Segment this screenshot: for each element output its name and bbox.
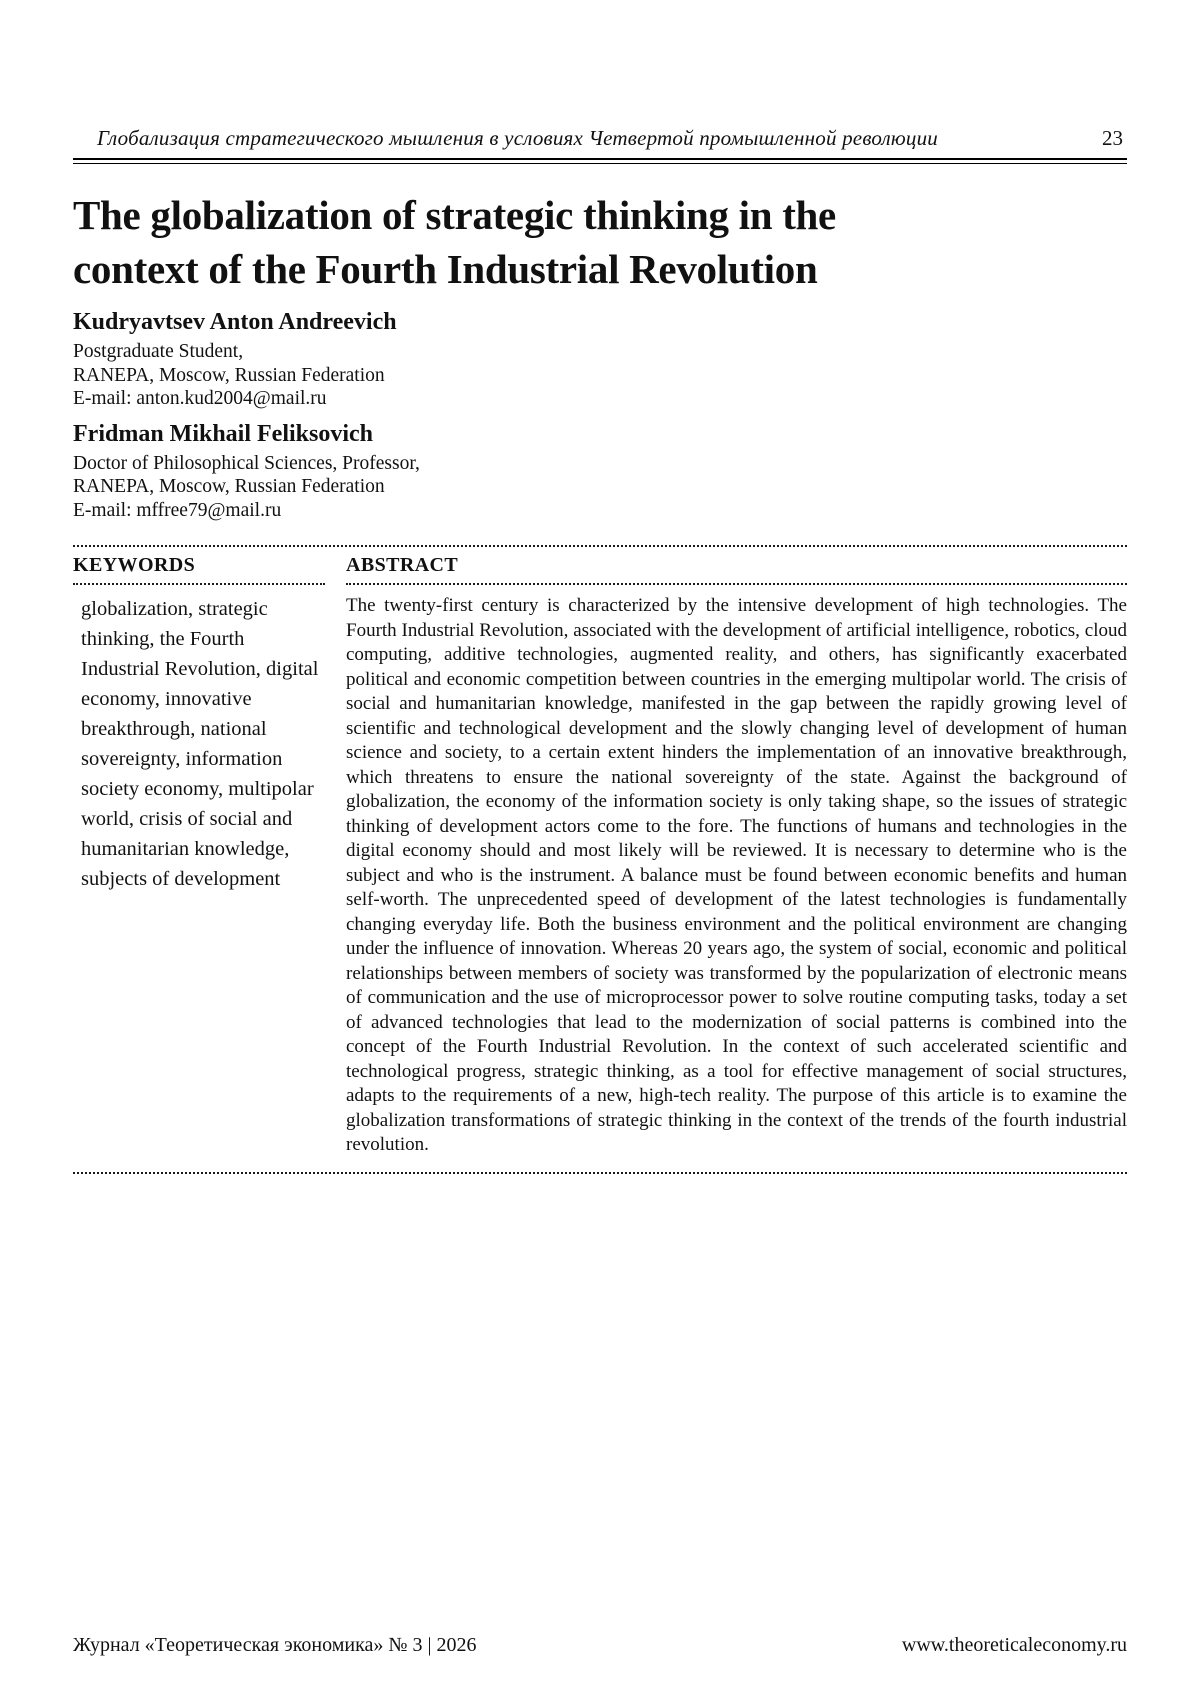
header-rule xyxy=(73,158,1127,164)
keywords-column xyxy=(73,554,325,1158)
author-role: Postgraduate Student, xyxy=(73,341,244,362)
article-title-line-2: context of the Fourth Industrial Revolution xyxy=(73,246,818,292)
bottom-dotted-rule xyxy=(73,1172,1127,1174)
author-role: Doctor of Philosophical Sciences, Professor, xyxy=(73,452,420,474)
keywords-heading: KEYWORDS xyxy=(73,554,196,576)
author-block xyxy=(73,308,1127,411)
article-title-line-1: The globalization of strategic thinking in the xyxy=(73,192,836,238)
journal-website: www.theoreticaleconomy.ru xyxy=(901,1634,1127,1656)
author-email: E-mail: anton.kud2004@mail.ru xyxy=(73,388,327,409)
top-dotted-rule xyxy=(73,545,1127,547)
abstract-text: The twenty-first century is characterized by the intensive development of high technologies. The Fourth Industrial Revolution, associated with the development of artificial intelligence, robotics, cloud computing, additive technologies, augmented reality, and others, has significantly exacerbated political and economic competition between countries in the emerging multipolar world. The crisis of social and humanitarian knowledge, manifested in the gap between the rapidly growing level of scientific and technological development and the slowly changing level of development of human science and society, to a certain extent hinders the implementation of an innovative breakthrough, which threatens to ensure the national sovereignty of the state. Against the background of globalization, the economy of the information society is only taking shape, so the issues of strategic thinking of development actors come to the fore. The functions of humans and technologies in the digital economy should and most likely will be reviewed. It is necessary to determine who is the subject and who is the instrument. A balance must be found between economic benefits and human self-worth. The unprecedented speed of development of the latest technologies is fundamentally changing everyday life. Both the business environment and the political environment are changing under the influence of innovation. Whereas 20 years ago, the system of social, economic and political relationships between members of society was transformed by the popularization of electronic means of communication and the use of microprocessor power to solve routine computing tasks, today a set of advanced technologies that lead to the modernization of social patterns is combined into the concept of the Fourth Industrial Revolution. In the context of such accelerated scientific and technological progress, strategic thinking, as a tool for effective management of social structures, adapts to the requirements of a new, high-tech reality. The purpose of this article is to examine the globalization transformations of strategic thinking in the context of the trends of the fourth industrial revolution. xyxy=(346,595,1127,1155)
author-block xyxy=(73,420,1127,523)
author-email: E-mail: mffree79@mail.ru xyxy=(73,499,282,521)
article-title xyxy=(73,188,1127,296)
keywords-text: globalization, strategic thinking, the Fourth Industrial Revolution, digital economy, innovative breakthrough, national sovereignty, information society economy, multipolar world, crisis of social and humanitarian knowledge, subjects of development xyxy=(81,598,319,890)
running-header xyxy=(73,126,1127,158)
page-footer xyxy=(73,1634,1127,1657)
page-number: 23 xyxy=(1102,126,1123,150)
authors-section xyxy=(73,308,1127,522)
keywords-abstract-columns xyxy=(73,554,1127,1158)
abstract-heading-rule xyxy=(346,583,1127,585)
author-affiliation: RANEPA, Moscow, Russian Federation xyxy=(73,364,385,386)
keywords-heading-rule xyxy=(73,583,325,585)
author-affiliation: RANEPA, Moscow, Russian Federation xyxy=(73,476,385,497)
author-name: Fridman Mikhail Feliksovich xyxy=(73,420,374,447)
author-name: Kudryavtsev Anton Andreevich xyxy=(73,309,397,335)
abstract-heading: ABSTRACT xyxy=(346,554,459,576)
abstract-column xyxy=(346,554,1127,1158)
running-title: Глобализация стратегического мышления в условиях Четвертой промышленной революции xyxy=(97,126,938,150)
journal-issue-label: Журнал «Теоретическая экономика» № 3 | 2026 xyxy=(73,1634,477,1656)
